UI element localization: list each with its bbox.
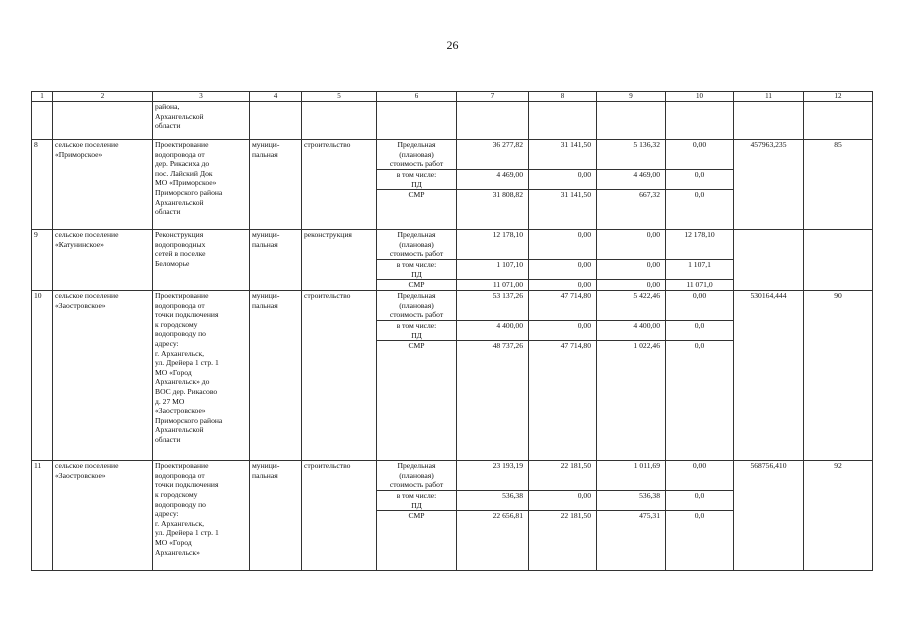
cost-regional: 667,32 <box>597 190 666 230</box>
cost-regional: 475,31 <box>597 511 666 571</box>
cost-federal: 31 141,50 <box>529 140 597 170</box>
cost-label: СМР <box>377 511 457 571</box>
object-row <box>32 461 873 491</box>
column-header: 6 <box>377 92 457 102</box>
cost-regional: 4 400,00 <box>597 320 666 340</box>
cost-regional: 5 136,32 <box>597 140 666 170</box>
cost-total: 22 656,81 <box>457 511 529 571</box>
investment-table <box>31 91 873 571</box>
cost-regional: 0,00 <box>597 230 666 260</box>
cost-label: Предельная (плановая) стоимость работ <box>377 230 457 260</box>
column-header: 11 <box>734 92 804 102</box>
cost-total: 36 277,82 <box>457 140 529 170</box>
cost-federal: 22 181,50 <box>529 461 597 491</box>
header-row <box>32 92 873 102</box>
cost-total: 48 737,26 <box>457 341 529 461</box>
work-type: строительство <box>302 140 377 230</box>
ownership-type: муници- пальная <box>250 230 302 291</box>
project-description: района, Архангельской области <box>153 102 250 140</box>
object-row <box>32 290 873 320</box>
work-type: строительство <box>302 290 377 460</box>
cost-federal: 0,00 <box>529 280 597 291</box>
cost-regional: 536,38 <box>597 491 666 511</box>
cost-total: 1 107,10 <box>457 260 529 280</box>
capacity-value: 457963,235 <box>734 140 804 230</box>
cost-local: 0,00 <box>666 461 734 491</box>
project-description: Проектирование водопровода от точки подключения к городскому водопроводу по адресу: г. Архангельск, ул. Дрейера 1 стр. 1 МО «Город Архангельск» <box>153 461 250 571</box>
cost-federal: 47 714,80 <box>529 290 597 320</box>
column-header: 7 <box>457 92 529 102</box>
row-number: 9 <box>32 230 53 291</box>
cost-label: Предельная (плановая) стоимость работ <box>377 290 457 320</box>
column-header: 9 <box>597 92 666 102</box>
settlement-name: сельское поселение «Катунинское» <box>53 230 153 291</box>
table-body <box>32 92 873 571</box>
score-value: 92 <box>804 461 873 571</box>
cost-label: в том числе: ПД <box>377 260 457 280</box>
cost-label: в том числе: ПД <box>377 320 457 340</box>
cost-label: Предельная (плановая) стоимость работ <box>377 461 457 491</box>
continuation-row <box>32 102 873 140</box>
cost-federal: 0,00 <box>529 260 597 280</box>
cost-label: в том числе: ПД <box>377 170 457 190</box>
column-header: 12 <box>804 92 873 102</box>
cost-regional: 1 022,46 <box>597 341 666 461</box>
column-header: 1 <box>32 92 53 102</box>
cost-local: 0,00 <box>666 140 734 170</box>
cost-local: 0,0 <box>666 190 734 230</box>
cost-total: 536,38 <box>457 491 529 511</box>
cost-label: СМР <box>377 190 457 230</box>
cost-label: СМР <box>377 341 457 461</box>
capacity-value <box>734 230 804 291</box>
cost-total: 53 137,26 <box>457 290 529 320</box>
cost-total: 31 808,82 <box>457 190 529 230</box>
cost-regional: 0,00 <box>597 260 666 280</box>
cost-local: 0,00 <box>666 290 734 320</box>
score-value: 90 <box>804 290 873 460</box>
page-number: 26 <box>446 38 459 52</box>
cost-total: 4 469,00 <box>457 170 529 190</box>
cost-federal: 22 181,50 <box>529 511 597 571</box>
project-description: Реконструкция водопроводных сетей в поселке Беломорье <box>153 230 250 291</box>
settlement-name: сельское поселение «Приморское» <box>53 140 153 230</box>
cost-local: 0,0 <box>666 491 734 511</box>
ownership-type: муници- пальная <box>250 140 302 230</box>
object-row <box>32 140 873 170</box>
cost-local: 11 071,0 <box>666 280 734 291</box>
capacity-value: 530164,444 <box>734 290 804 460</box>
ownership-type: муници- пальная <box>250 461 302 571</box>
capacity-value: 568756,410 <box>734 461 804 571</box>
settlement-name: сельское поселение «Заостровское» <box>53 290 153 460</box>
ownership-type: муници- пальная <box>250 290 302 460</box>
cost-federal: 0,00 <box>529 170 597 190</box>
column-header: 2 <box>53 92 153 102</box>
object-row <box>32 230 873 260</box>
row-number: 10 <box>32 290 53 460</box>
cost-regional: 5 422,46 <box>597 290 666 320</box>
column-header: 4 <box>250 92 302 102</box>
cost-local: 0,0 <box>666 170 734 190</box>
cost-local: 0,0 <box>666 511 734 571</box>
cost-regional: 1 011,69 <box>597 461 666 491</box>
cost-federal: 0,00 <box>529 230 597 260</box>
project-description: Проектирование водопровода от дер. Рикасиха до пос. Лайский Док МО «Приморское» Приморского района Архангельской области <box>153 140 250 230</box>
row-number: 8 <box>32 140 53 230</box>
project-description: Проектирование водопровода от точки подключения к городскому водопроводу по адресу: г. Архангельск, ул. Дрейера 1 стр. 1 МО «Город Архангельск» до ВОС дер. Рикасово д. 27 МО «Заостровское» Приморского района Архангельской области <box>153 290 250 460</box>
column-header: 5 <box>302 92 377 102</box>
cost-total: 12 178,10 <box>457 230 529 260</box>
cost-label: в том числе: ПД <box>377 491 457 511</box>
cost-label: СМР <box>377 280 457 291</box>
cost-regional: 0,00 <box>597 280 666 291</box>
column-header: 3 <box>153 92 250 102</box>
cost-total: 23 193,19 <box>457 461 529 491</box>
cost-local: 0,0 <box>666 341 734 461</box>
work-type: строительство <box>302 461 377 571</box>
score-value <box>804 230 873 291</box>
cost-local: 0,0 <box>666 320 734 340</box>
cost-federal: 0,00 <box>529 320 597 340</box>
column-header: 10 <box>666 92 734 102</box>
cost-local: 1 107,1 <box>666 260 734 280</box>
row-number: 11 <box>32 461 53 571</box>
cost-federal: 0,00 <box>529 491 597 511</box>
settlement-name: сельское поселение «Заостровское» <box>53 461 153 571</box>
cost-local: 12 178,10 <box>666 230 734 260</box>
cost-federal: 47 714,80 <box>529 341 597 461</box>
work-type: реконструкция <box>302 230 377 291</box>
column-header: 8 <box>529 92 597 102</box>
cost-regional: 4 469,00 <box>597 170 666 190</box>
cost-total: 4 400,00 <box>457 320 529 340</box>
cost-label: Предельная (плановая) стоимость работ <box>377 140 457 170</box>
cost-total: 11 071,00 <box>457 280 529 291</box>
cost-federal: 31 141,50 <box>529 190 597 230</box>
score-value: 85 <box>804 140 873 230</box>
